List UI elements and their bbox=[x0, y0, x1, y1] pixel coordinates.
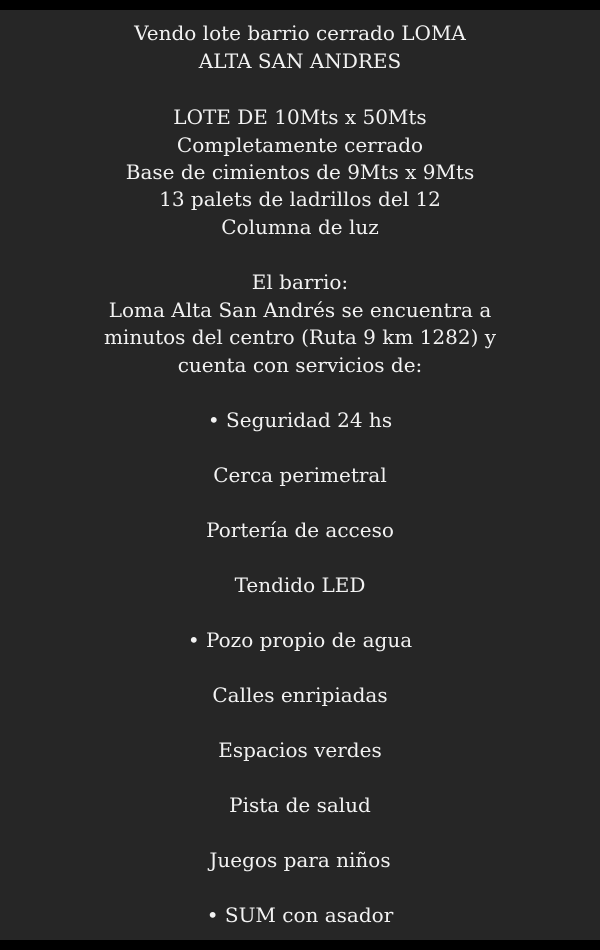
feature-lot-size: LOTE DE 10Mts x 50Mts bbox=[173, 105, 427, 129]
feature-enclosed: Completamente cerrado bbox=[176, 133, 424, 157]
barrio-heading: El barrio: bbox=[251, 270, 349, 294]
service-green-spaces: Espacios verdes bbox=[218, 738, 382, 762]
service-led-lighting: Tendido LED bbox=[234, 573, 366, 597]
feature-light-pole: Columna de luz bbox=[221, 215, 379, 239]
service-access-gate: Portería de acceso bbox=[206, 518, 394, 542]
service-perimeter-fence: Cerca perimetral bbox=[213, 463, 387, 487]
feature-foundation: Base de cimientos de 9Mts x 9Mts bbox=[125, 160, 475, 184]
feature-bricks: 13 palets de ladrillos del 12 bbox=[159, 187, 441, 211]
barrio-description-line-3: cuenta con servicios de: bbox=[177, 353, 423, 377]
barrio-description-line-1: Loma Alta San Andrés se encuentra a bbox=[108, 298, 492, 322]
title-line-2: ALTA SAN ANDRES bbox=[198, 49, 402, 73]
post-card bbox=[0, 10, 600, 940]
barrio-description-line-2: minutos del centro (Ruta 9 km 1282) y bbox=[103, 325, 497, 349]
title-line-1: Vendo lote barrio cerrado LOMA bbox=[134, 21, 466, 45]
service-security: • Seguridad 24 hs bbox=[207, 408, 393, 432]
service-water-well: • Pozo propio de agua bbox=[187, 628, 413, 652]
service-sum-grill: • SUM con asador bbox=[206, 903, 394, 927]
service-health-track: Pista de salud bbox=[229, 793, 371, 817]
service-playground: Juegos para niños bbox=[209, 848, 391, 872]
service-gravel-streets: Calles enripiadas bbox=[212, 683, 388, 707]
